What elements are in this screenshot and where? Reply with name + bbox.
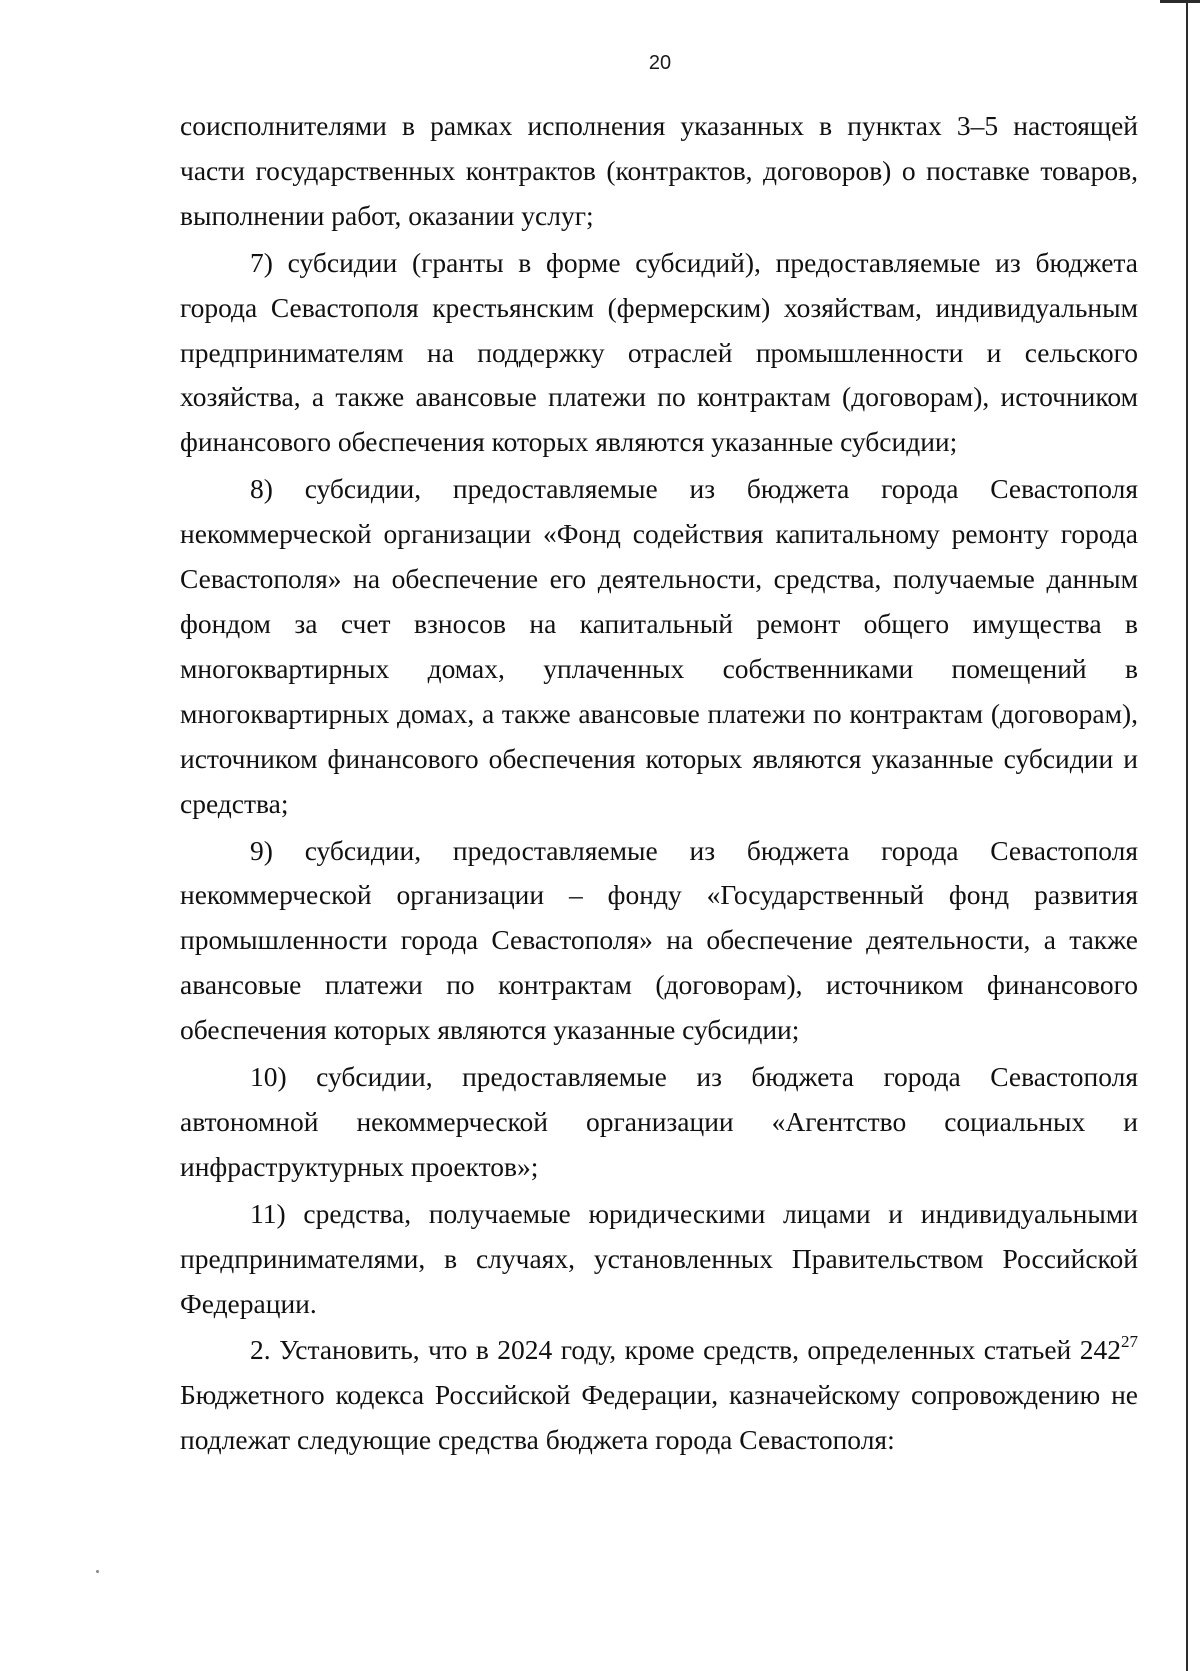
section-2-text-end: Бюджетного кодекса Российской Федерации, казначейскому сопровождению не подлежат следующие средства бюджета города Севастополя: xyxy=(180,1379,1138,1456)
scan-speck xyxy=(96,1570,99,1573)
paragraph-section-2 xyxy=(180,1328,1138,1463)
scan-edge-line xyxy=(1186,0,1188,1671)
paragraph-item-7: 7) субсидии (гранты в форме субсидий), предоставляемые из бюджета города Севастополя крестьянским (фермерским) хозяйствам, индивидуальным предпринимателям на поддержку отраслей промышленности и сельского хозяйства, а также авансовые платежи по контрактам (договорам), источником финансового обеспечения которых являются указанные субсидии; xyxy=(180,246,1138,458)
paragraph-item-8: 8) субсидии, предоставляемые из бюджета города Севастополя некоммерческой организации «Фонд содействия капитальному ремонту города Севастополя» на обеспечение его деятельности, средства, получаемые данным фондом за счет взносов на капитальный ремонт общего имущества в многоквартирных домах, уплаченных собственниками помещений в многоквартирных домах, а также авансовые платежи по контрактам (договорам), источником финансового обеспечения которых являются указанные субсидии и средства; xyxy=(180,473,1138,819)
paragraph-item-9: 9) субсидии, предоставляемые из бюджета города Севастополя некоммерческой организации – фонду «Государственный фонд развития промышленности города Севастополя» на обеспечение деятельности, а также авансовые платежи по контрактам (договорам), источником финансового обеспечения которых являются указанные субсидии; xyxy=(180,834,1138,1046)
paragraph-continuation: соисполнителями в рамках исполнения указанных в пунктах 3–5 настоящей части государственных контрактов (контрактов, договоров) о поставке товаров, выполнении работ, оказании услуг; xyxy=(180,110,1138,231)
scan-corner-mark xyxy=(1160,0,1200,3)
document-body xyxy=(180,104,1138,1463)
page-number: 20 xyxy=(648,52,672,74)
section-2-text-start: 2. Установить, что в 2024 году, кроме средств, определенных статьей 242 xyxy=(250,1334,1121,1366)
article-superscript: 27 xyxy=(1121,1332,1138,1352)
paragraph-item-11: 11) средства, получаемые юридическими лицами и индивидуальными предпринимателями, в случаях, установленных Правительством Российской Федерации. xyxy=(180,1197,1138,1319)
paragraph-item-10: 10) субсидии, предоставляемые из бюджета города Севастополя автономной некоммерческой организации «Агентство социальных и инфраструктурных проектов»; xyxy=(180,1061,1138,1182)
